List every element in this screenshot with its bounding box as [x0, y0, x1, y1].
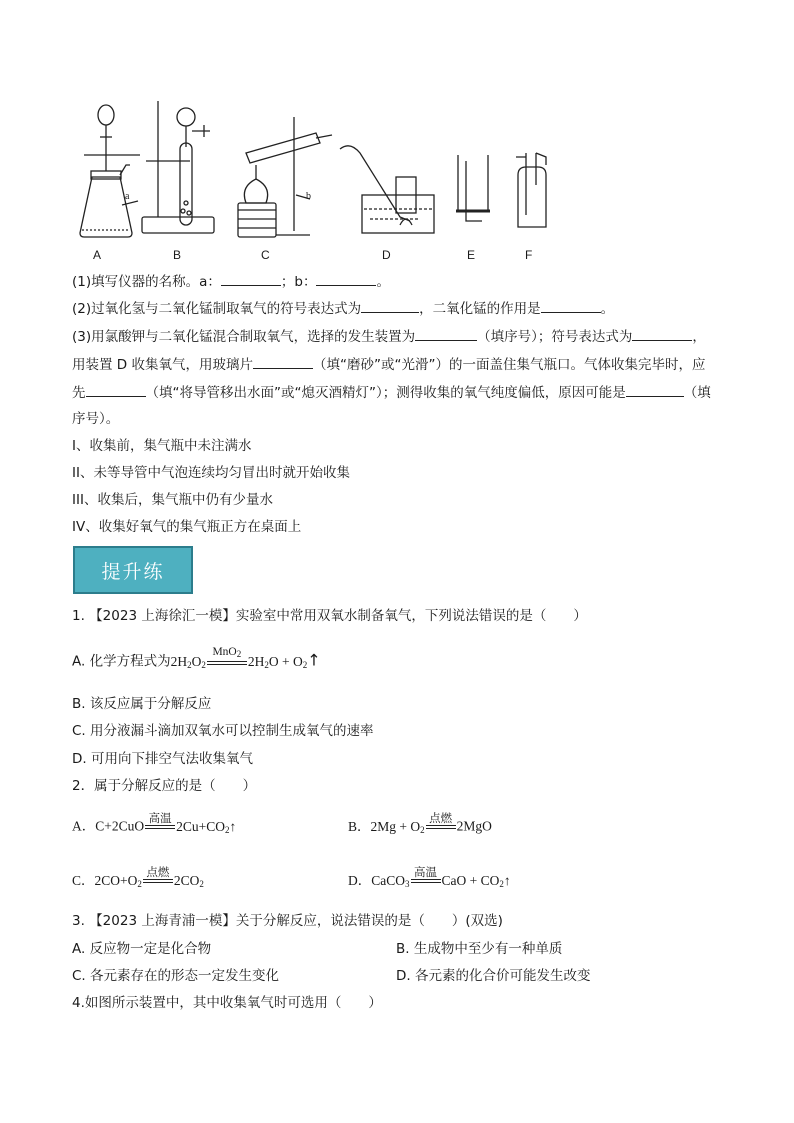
p1-option-b: B. 该反应属于分解反应 [72, 696, 212, 712]
p3-option-d: D. 各元素的化合价可能发生改变 [396, 968, 591, 984]
section-title: 提升练 [101, 560, 165, 583]
p1-reaction-condition: MnO$_2$ [207, 646, 247, 677]
q2-line: (2)过氧化氢与二氧化锰制取氧气的符号表达式为 ，二氧化锰的作用是 。 [72, 298, 614, 319]
label-a: A [93, 248, 102, 262]
label-d: D [382, 248, 391, 262]
p1-option-d: D. 可用向下排空气法收集氧气 [72, 751, 253, 767]
q3-line4: 序号）。 [72, 411, 120, 427]
p2-option-b: B．$2Mg + O_2$ 点燃 2MgO [348, 812, 492, 841]
tag-b: b [306, 191, 311, 202]
blank-a[interactable] [221, 271, 281, 286]
apparatus-f-bottle [516, 153, 546, 227]
p3-option-a: A. 反应物一定是化合物 [72, 941, 212, 957]
p2-c-condition: 点燃 [143, 866, 173, 895]
p2-b-condition: 点燃 [426, 812, 456, 841]
p2-stem: 2．属于分解反应的是（ ） [72, 778, 257, 794]
q3-line1: (3)用氯酸钾与二氧化锰混合制取氧气，选择的发生装置为 （填序号）；符号表达式为 ， [72, 326, 706, 347]
blank-q3-1[interactable] [415, 326, 477, 341]
option-4: IV、收集好氧气的集气瓶正方在桌面上 [72, 519, 302, 535]
p2-d-condition: 高温 [411, 866, 441, 895]
p1-option-a: A. 化学方程式为$2H_2O_2$ MnO$_2$ $2H_2O$ + $O_2↑$ [72, 646, 321, 677]
apparatus-e-bottle [456, 155, 490, 221]
blank-q2-1[interactable] [361, 298, 419, 313]
q1-line: (1)填写仪器的名称。a： ；b： 。 [72, 271, 390, 292]
p1-option-c: C. 用分液漏斗滴加双氧水可以控制生成氧气的速率 [72, 723, 374, 739]
q3-line3: 先 （填“将导管移出水面”或“熄灭酒精灯”）；测得收集的氧气纯度偏低，原因可能是 （填 [72, 382, 711, 403]
blank-b[interactable] [316, 271, 376, 286]
blank-q3-2[interactable] [632, 326, 692, 341]
p3-option-c: C. 各元素存在的形态一定发生变化 [72, 968, 280, 984]
apparatus-b-stand [142, 101, 214, 233]
p2-option-c: C．$2CO+O_2$ 点燃 $2CO_2$ [72, 866, 204, 895]
p3-stem: 3. 【2023 上海青浦一模】关于分解反应，说法错误的是（ ）(双选) [72, 913, 503, 929]
label-f: F [525, 248, 533, 262]
blank-q2-2[interactable] [541, 298, 601, 313]
blank-q3-5[interactable] [626, 382, 684, 397]
label-b: B [173, 248, 182, 262]
label-e: E [467, 248, 476, 262]
p2-a-condition: 高温 [145, 812, 175, 841]
apparatus-a-flask [80, 105, 140, 237]
option-3: III、收集后，集气瓶中仍有少量水 [72, 492, 273, 508]
q3-line2: 用装置 D 收集氧气，用玻璃片 （填“磨砂”或“光滑”）的一面盖住集气瓶口。气体收集完毕时，应 [72, 354, 705, 375]
p2-option-a: A．C+2CuO 高温 $2Cu+CO_2↑$ [72, 812, 236, 841]
option-2: II、未等导管中气泡连续均匀冒出时就开始收集 [72, 465, 350, 481]
p3-option-b: B. 生成物中至少有一种单质 [396, 941, 563, 957]
apparatus-figure [70, 95, 570, 245]
section-title-box [73, 546, 193, 594]
blank-q3-3[interactable] [253, 354, 313, 369]
apparatus-c-heating [238, 117, 332, 237]
p1-stem: 1. 【2023 上海徐汇一模】实验室中常用双氧水制备氧气，下列说法错误的是（ ） [72, 608, 587, 624]
tag-a: a [125, 191, 130, 202]
label-c: C [261, 248, 270, 262]
p4-stem: 4.如图所示装置中，其中收集氧气时可选用（ ） [72, 995, 382, 1011]
blank-q3-4[interactable] [86, 382, 146, 397]
apparatus-d-trough [340, 146, 434, 233]
p2-option-d: D．CaCO$_3$ 高温 CaO + $CO_2↑$ [348, 866, 511, 895]
option-1: I、收集前，集气瓶中未注满水 [72, 438, 252, 454]
